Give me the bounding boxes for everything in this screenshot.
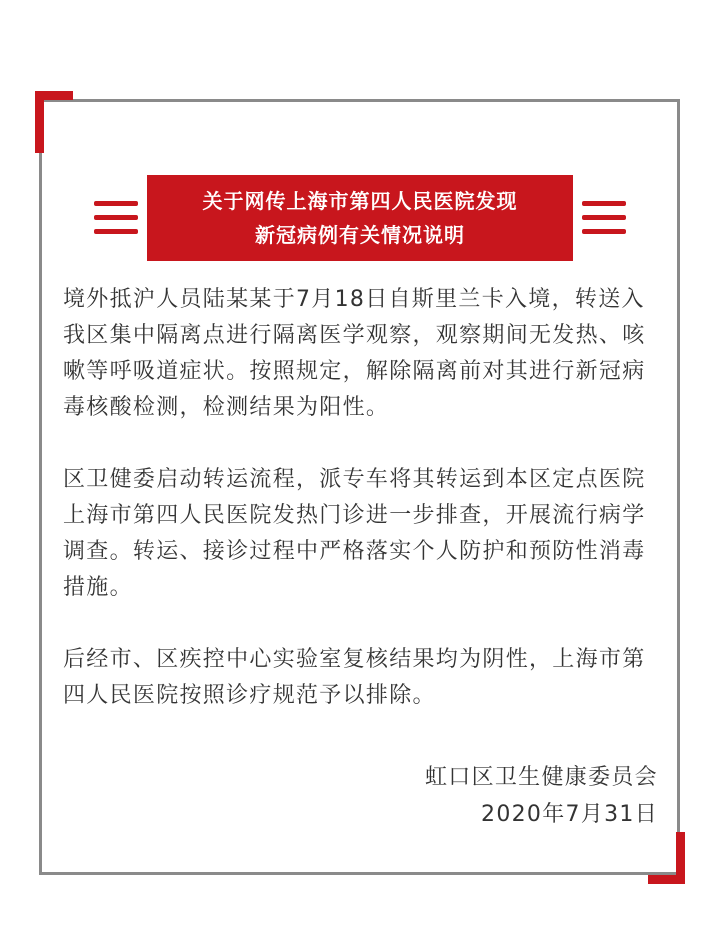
corner-accent-top-left (35, 91, 44, 153)
paragraph-3: 后经市、区疾控中心实验室复核结果均为阴性，上海市第四人民医院按照诊疗规范予以排除。 (63, 647, 646, 708)
signature-date: 2020年7月31日 (481, 802, 658, 827)
signature-block (425, 759, 658, 833)
title-line-2: 新冠病例有关情况说明 (255, 223, 465, 247)
signature-organization: 虹口区卫生健康委员会 (424, 765, 658, 790)
paragraph-2: 区卫健委启动转运流程，派专车将其转运到本区定点医院上海市第四人民医院发热门诊进一步排查，开展流行病学调查。转运、接诊过程中严格落实个人防护和预防性消毒措施。 (63, 467, 646, 600)
title-line-1: 关于网传上海市第四人民医院发现 (202, 189, 518, 213)
paragraph-1: 境外抵沪人员陆某某于7月18日自斯里兰卡入境，转送入我区集中隔离点进行隔离医学观察，观察期间无发热、咳嗽等呼吸道症状。按照规定，解除隔离前对其进行新冠病毒核酸检测，检测结果为阳性。 (63, 287, 646, 420)
title-banner (147, 175, 573, 261)
decorative-lines-left-icon (94, 201, 138, 235)
decorative-lines-right-icon (582, 201, 626, 235)
statement-body (63, 282, 663, 714)
corner-accent-bottom-right-horizontal (648, 875, 685, 884)
corner-accent-top-left-horizontal (35, 91, 73, 100)
